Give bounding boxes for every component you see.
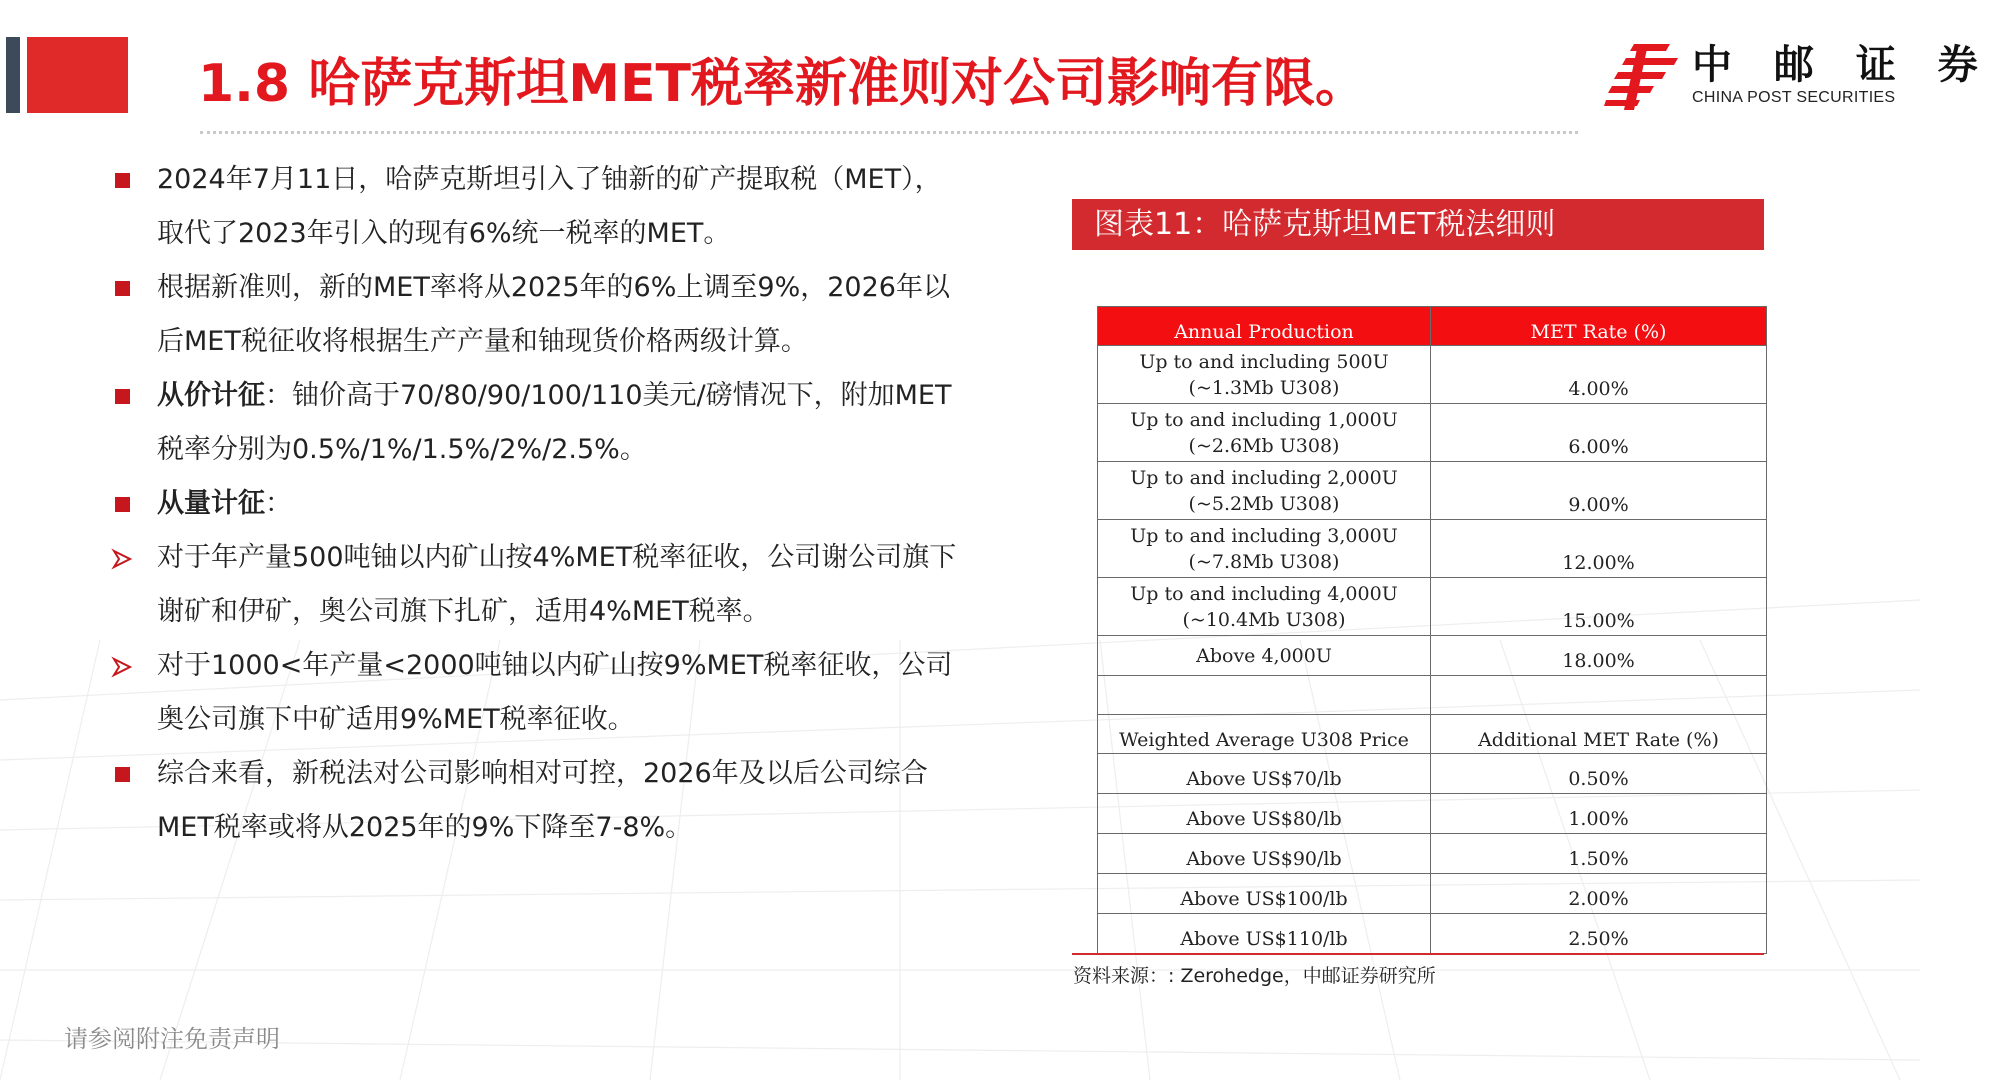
table-row	[1098, 462, 1767, 520]
production-label: Up to and including 500U	[1139, 350, 1389, 373]
production-label: Up to and including 3,000U	[1130, 524, 1398, 547]
square-bullet-icon	[115, 767, 130, 782]
met-rate-cell: 12.00%	[1431, 520, 1767, 578]
bullet-line: 税率分别为0.5%/1%/1.5%/2%/2.5%。	[157, 434, 647, 465]
table-row	[1098, 754, 1767, 794]
bullet-list	[112, 153, 1042, 855]
table-row	[1098, 874, 1767, 914]
arrow-bullet-icon	[112, 657, 132, 677]
table-row	[1098, 578, 1767, 636]
disclaimer-text: 请参阅附注免责声明	[64, 1025, 280, 1053]
bullet-line: MET税率或将从2025年的9%下降至7-8%。	[157, 812, 693, 843]
exhibit-title: 图表11：哈萨克斯坦MET税法细则	[1072, 199, 1764, 250]
production-sublabel: (~10.4Mb U308)	[1182, 608, 1346, 631]
price-threshold-cell: Above US$110/lb	[1098, 914, 1431, 954]
table-row	[1098, 794, 1767, 834]
table-row	[1098, 834, 1767, 874]
met-table-container	[1097, 306, 1766, 954]
china-post-logo-icon	[1604, 40, 1684, 112]
met-rate-cell: 18.00%	[1431, 636, 1767, 676]
production-sublabel: (~1.3Mb U308)	[1188, 376, 1340, 399]
bullet-line: 取代了2023年引入的现有6%统一税率的MET。	[157, 218, 731, 249]
production-cell	[1098, 346, 1431, 404]
bullet-line: 2024年7月11日，哈萨克斯坦引入了铀新的矿产提取税（MET），	[157, 164, 942, 195]
production-label: Up to and including 2,000U	[1130, 466, 1398, 489]
empty-cell	[1431, 676, 1767, 715]
production-cell	[1098, 636, 1431, 676]
met-rate-cell: 4.00%	[1431, 346, 1767, 404]
title-divider	[200, 131, 1578, 134]
additional-rate-cell: 1.50%	[1431, 834, 1767, 874]
bullet-line: ：铀价高于70/80/90/100/110美元/磅情况下，附加MET	[265, 380, 952, 411]
bullet-text	[157, 488, 292, 519]
bullet-line: 对于1000<年产量<2000吨铀以内矿山按9%MET税率征收，公司	[157, 650, 953, 681]
additional-rate-cell: 2.50%	[1431, 914, 1767, 954]
production-cell	[1098, 578, 1431, 636]
bullet-lead: 从价计征	[157, 380, 265, 411]
header-accent-bar-dark	[6, 37, 20, 113]
empty-cell	[1098, 676, 1431, 715]
bullet-line: 对于年产量500吨铀以内矿山按4%MET税率征收，公司谢公司旗下	[157, 542, 957, 573]
bullet-line: ：	[265, 488, 292, 519]
bullet-line: 根据新准则，新的MET率将从2025年的6%上调至9%，2026年以	[157, 272, 950, 303]
met-rate-cell: 6.00%	[1431, 404, 1767, 462]
bullet-text	[157, 758, 928, 843]
square-bullet-icon	[115, 281, 130, 296]
logo-english-text: CHINA POST SECURITIES	[1692, 89, 1896, 106]
bullet-item	[112, 639, 1042, 747]
bullet-text	[157, 164, 942, 249]
price-threshold-cell: Above US$80/lb	[1098, 794, 1431, 834]
logo-chinese-text: 中 邮 证 券	[1692, 42, 1992, 88]
bullet-text	[157, 272, 950, 357]
price-threshold-cell: Above US$90/lb	[1098, 834, 1431, 874]
price-threshold-cell: Above US$100/lb	[1098, 874, 1431, 914]
table-row	[1098, 404, 1767, 462]
production-sublabel: (~7.8Mb U308)	[1188, 550, 1340, 573]
table-header-cell: MET Rate (%)	[1431, 307, 1767, 346]
production-label: Up to and including 1,000U	[1130, 408, 1398, 431]
source-divider	[1072, 953, 1764, 955]
met-rate-cell: 9.00%	[1431, 462, 1767, 520]
source-note: 资料来源：: Zerohedge，中邮证券研究所	[1073, 965, 1436, 987]
company-logo	[1604, 40, 1992, 112]
table-subheader-row	[1098, 715, 1767, 754]
table-row	[1098, 676, 1767, 715]
bullet-text	[157, 650, 952, 735]
bullet-line: 综合来看，新税法对公司影响相对可控，2026年及以后公司综合	[157, 758, 928, 789]
bullet-line: 谢矿和伊矿，奥公司旗下扎矿，适用4%MET税率。	[157, 596, 770, 627]
table-header-cell: Annual Production	[1098, 307, 1431, 346]
bullet-line: 后MET税征收将根据生产产量和铀现货价格两级计算。	[157, 326, 808, 357]
arrow-bullet-icon	[112, 549, 132, 569]
square-bullet-icon	[115, 173, 130, 188]
bullet-text	[157, 380, 951, 465]
additional-rate-cell: 1.00%	[1431, 794, 1767, 834]
bullet-lead: 从量计征	[157, 488, 265, 519]
production-cell	[1098, 404, 1431, 462]
table-subheader-cell: Additional MET Rate (%)	[1431, 715, 1767, 754]
bullet-line: 奥公司旗下中矿适用9%MET税率征收。	[157, 704, 635, 735]
table-header-row	[1098, 307, 1767, 346]
table-subheader-cell: Weighted Average U308 Price	[1098, 715, 1431, 754]
price-threshold-cell: Above US$70/lb	[1098, 754, 1431, 794]
met-rate-cell: 15.00%	[1431, 578, 1767, 636]
square-bullet-icon	[115, 389, 130, 404]
bullet-item	[112, 153, 1042, 261]
square-bullet-icon	[115, 497, 130, 512]
bullet-item	[112, 369, 1042, 477]
production-label: Up to and including 4,000U	[1130, 582, 1398, 605]
production-sublabel: (~5.2Mb U308)	[1188, 492, 1340, 515]
header-accent-bar-red	[27, 37, 128, 113]
table-row	[1098, 914, 1767, 954]
bullet-text	[157, 542, 956, 627]
bullet-item	[112, 477, 1042, 531]
additional-rate-cell: 2.00%	[1431, 874, 1767, 914]
bullet-item	[112, 747, 1042, 855]
bullet-item	[112, 261, 1042, 369]
table-row	[1098, 346, 1767, 404]
table-row	[1098, 636, 1767, 676]
production-sublabel: (~2.6Mb U308)	[1188, 434, 1340, 457]
production-cell	[1098, 520, 1431, 578]
page-title: 1.8 哈萨克斯坦MET税率新准则对公司影响有限。	[198, 54, 1367, 114]
additional-rate-cell: 0.50%	[1431, 754, 1767, 794]
met-rate-table	[1097, 306, 1767, 954]
table-row	[1098, 520, 1767, 578]
production-cell	[1098, 462, 1431, 520]
bullet-item	[112, 531, 1042, 639]
production-label: Above 4,000U	[1196, 644, 1332, 667]
